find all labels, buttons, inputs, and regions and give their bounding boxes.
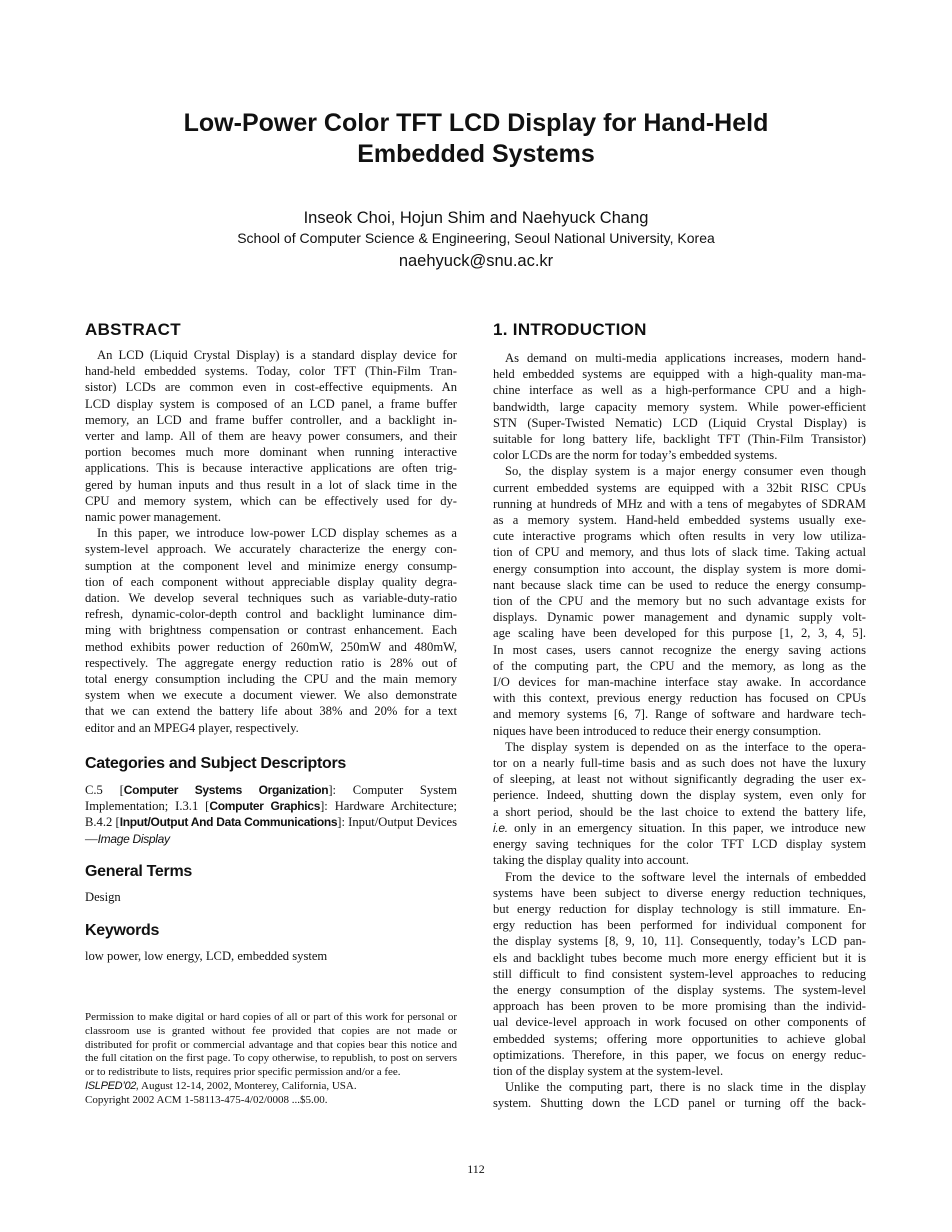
permission-text: Permission to make digital or hard copies of all or part of this work for personal or classroom use is granted without fee provided that copies are not made or distributed for profit or commercial advantage and that copies bear this notice and the full citation on the first page. To copy otherwise, to republish, to post on servers or to redistribute to lists, requires prior specific permission and/or a fee. (85, 1011, 457, 1079)
keywords-text: low power, low energy, LCD, embedded system (85, 949, 328, 963)
text-line: tion of CPU and memory, and thus lots of slack time. Taking actual (493, 545, 866, 560)
abstract-body (85, 347, 457, 736)
text-line: held embedded systems are equipped with a high-quality man-ma- (493, 367, 866, 382)
categories-heading: Categories and Subject Descriptors (85, 755, 346, 772)
text-line: So, the display system is a major energy consumer even though (505, 464, 866, 479)
text-line: Unlike the computing part, there is no slack time in the display (505, 1080, 866, 1095)
introduction-body (493, 350, 866, 1112)
general-terms-text: Design (85, 890, 121, 904)
conference-details: August 12-14, 2002, Monterey, California, USA. (138, 1079, 357, 1092)
text-line: age scaling have been developed for this purpose [1, 2, 3, 4, 5]. (493, 626, 866, 641)
text-line: system when we execute a document viewer. We also demonstrate (85, 688, 457, 703)
text-line: In most cases, users cannot recognize the energy saving actions (493, 642, 866, 657)
text-line: As demand on multi-media applications increases, modern hand- (505, 351, 866, 365)
authors: Inseok Choi, Hojun Shim and Naehyuck Chang (303, 209, 649, 227)
paragraph (493, 350, 866, 463)
text-line: refresh, dynamic-color-depth control and backlight luminance dim- (85, 607, 457, 622)
text-line: the display systems [8, 9, 10, 11]. Consequently, today’s LCD pan- (493, 934, 866, 949)
text-line: i.e. only in an emergency situation. In this paper, we introduce new (493, 820, 866, 835)
paragraph (85, 525, 457, 736)
text-line: approach has been proven to be more promising than the individ- (493, 999, 866, 1014)
text-line: embedded systems; offering more opportunities to achieve global (493, 1031, 866, 1046)
text-line: perience. Indeed, shutting down the display system, even only for (493, 788, 866, 803)
title-line: Embedded Systems (357, 140, 595, 168)
text-line: dation. We develop several techniques such as variable-duty-ratio (85, 591, 457, 606)
text-line: a short period, should be the last choice to extend the battery life, (493, 804, 866, 819)
text-line: energy saving techniques for the color TFT LCD display system (493, 837, 866, 852)
text-line: LCD display system is composed of an LCD panel, a frame buffer (85, 396, 457, 411)
text-line: memory, an LCD and frame buffer controller, and a backlight in- (85, 412, 457, 427)
text-line: In this paper, we introduce low-power LCD display schemes as a (97, 526, 457, 541)
cat-text: ]: Computer System Implementation; I.3.1 [ (85, 783, 457, 814)
text-line: running at hundreds of MHz and with a tens of megabytes of SDRAM (493, 496, 866, 511)
text-line: tion of the CPU and the memory but no such advantage exists for (493, 594, 866, 609)
text-line: editor and an MPEG4 player, respectively. (85, 720, 299, 735)
text-line: as a memory system. Hand-held embedded systems usually exe- (493, 513, 866, 528)
text-line: cute interactive programs which often results in very low utiliza- (493, 529, 866, 544)
text-line: and memory systems [6, 7]. Range of software and hardware tech- (493, 707, 866, 722)
text-line: of sleeping, at least not without significantly degrading the user ex- (493, 772, 866, 787)
text-line: suitable for long battery life, backlight TFT (Thin-Film Transistor) (493, 432, 866, 447)
text-line: niques have been introduced to reduce their energy consumption. (493, 723, 822, 738)
affiliation: School of Computer Science & Engineering, Seoul National University, Korea (237, 230, 715, 246)
text-line: ergy reduction has been performed for individual component for (493, 918, 866, 933)
text-line: I/O devices for man-machine interface stay awake. In accordance (493, 675, 866, 690)
paragraph (493, 463, 866, 738)
paper-title (0, 108, 952, 170)
text-line: method exhibits power reduction of 260mW, 250mW and 480mW, (85, 639, 457, 654)
text-line: The display system is depended on as the interface to the opera- (505, 739, 866, 754)
text-line: From the device to the software level the internals of embedded (505, 869, 866, 884)
text-line: An LCD (Liquid Crystal Display) is a standard display device for (97, 348, 457, 362)
text-line: displays. Dynamic power management and dynamic supply volt- (493, 610, 866, 625)
permission-notice (85, 1011, 457, 1108)
cat-text: C.5 [ (85, 783, 124, 797)
introduction-heading: 1. INTRODUCTION (493, 320, 647, 339)
text-line: applications. This is because interactive applications are often trig- (85, 461, 457, 476)
text-line: nant because slack time can be used to reduce the energy consump- (493, 577, 866, 592)
text-line: sumption at the component level and minimize energy consump- (85, 558, 457, 573)
abstract-heading: ABSTRACT (85, 320, 181, 339)
text-line: system-level approach. We accurately characterize the energy con- (85, 542, 457, 557)
categories-text (85, 782, 457, 847)
text-line: bandwidth, large capacity memory system. While power-efficient (493, 399, 866, 414)
text-line: of the computing part, the CPU and the memory, as long as the (493, 658, 866, 673)
paragraph (493, 869, 866, 1080)
conference-name: ISLPED’02, (85, 1079, 139, 1092)
text-line: verter and lamp. All of them are heavy power consumers, and their (85, 429, 457, 444)
text-line: portion becomes much more dominant when running interactive (85, 445, 457, 460)
text-line: still difficult to find consistent system-level approaches to reducing (493, 966, 866, 981)
cat-bold: Computer Systems Organization (123, 783, 329, 797)
keywords-heading: Keywords (85, 922, 160, 939)
text-line: tion of each component without appreciable display quality degra- (85, 574, 457, 589)
cat-text: ]: Input/Output Devices— (85, 815, 457, 846)
text-line: energy consumption into account, the display system is more domi- (493, 561, 866, 576)
text-line: chine interface as well as a high-performance CPU and a high- (493, 383, 866, 398)
text-line: optimizations. Therefore, in this paper, we focus on energy reduc- (493, 1047, 866, 1062)
title-line: Low-Power Color TFT LCD Display for Hand-Held (183, 109, 769, 137)
paragraph (493, 739, 866, 869)
text-line: CPU and memory system, which can be effectively used for dy- (85, 493, 457, 508)
text-line: tor on a nearly full-time basis and as such does not have the luxury (493, 756, 866, 771)
page-number: 112 (467, 1162, 485, 1176)
text-line: tion of the display system at the system-level. (493, 1063, 724, 1078)
text-line: ming with brightness compensation or contrast enhancement. Each (85, 623, 457, 638)
paragraph (85, 347, 457, 525)
general-terms-heading: General Terms (85, 863, 192, 880)
text-line: ual device-level approach in work focused on other components of (493, 1015, 866, 1030)
text-line: respectively. The aggregate energy reduction ratio is 28% out of (85, 655, 457, 670)
text-line: system. Shutting down the LCD panel or turning off the back- (493, 1096, 866, 1111)
text-line: els and backlight tubes become much more energy efficient but it is (493, 950, 866, 965)
text-line: current embedded systems are equipped with a 32bit RISC CPUs (493, 480, 866, 495)
text-line: with this context, previous energy reduction has focused on CPUs (493, 691, 866, 706)
text-line: color LCDs are the norm for today’s embedded systems. (493, 448, 778, 463)
text-line: hand-held embedded systems. Today, color TFT (Thin-Film Tran- (85, 364, 457, 379)
cat-text: ]: Hardware Architecture; B.4.2 [ (85, 799, 458, 830)
text-line: that we can extend the battery life about 38% and 20% for a text (85, 704, 457, 719)
text-line: taking the display quality into account. (493, 853, 689, 868)
text-line: systems have been subject to diverse energy reduction techniques, (493, 885, 866, 900)
text-line: sistor) LCDs are common even in cost-effective equipments. An (85, 380, 457, 395)
email: naehyuck@snu.ac.kr (398, 252, 554, 270)
text-line: the energy consumption of the display systems. The system-level (493, 982, 866, 997)
text-line: gered by human inputs and thus result in a lot of slack time in the (85, 477, 457, 492)
text-line: total energy consumption including the CPU and the main memory (85, 672, 457, 687)
text-line: namic power management. (85, 510, 222, 525)
cat-bold: Computer Graphics (209, 799, 321, 814)
copyright: Copyright 2002 ACM 1-58113-475-4/02/0008 ...$5.00. (85, 1093, 328, 1106)
text-line: but energy reduction for display technology is still immature. En- (493, 901, 866, 916)
text-line: STN (Super-Twisted Nematic) LCD (Liquid Crystal Display) is (493, 415, 866, 430)
cat-italic: Image Display (97, 831, 170, 846)
paragraph (493, 1079, 866, 1111)
cat-bold: Input/Output And Data Communications (119, 815, 338, 830)
